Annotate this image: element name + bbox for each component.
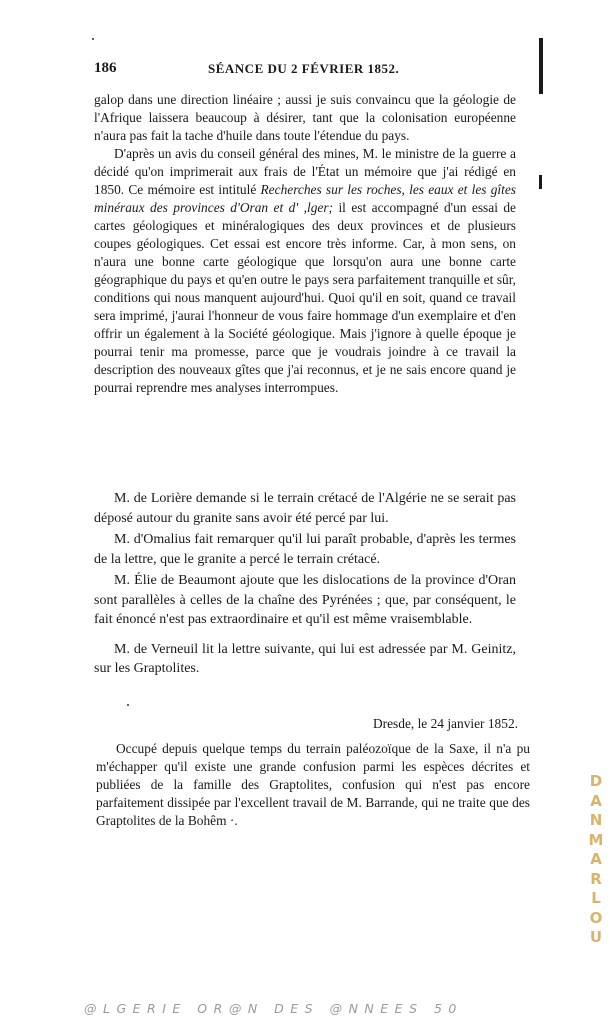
- scan-margin-tick: [539, 175, 542, 189]
- page-header: [94, 60, 518, 82]
- paragraph-geinitz-letter: Occupé depuis quelque temps du terrain paléozoïque de la Saxe, il n'a pu m'échapper qu'il existe une grande confusion parmi les espèces décrites et publiées de la famille des Graptolites, confusion qui n'est pas encore parfaitement dissipée par l'excellent travail de M. Barrande, qui ne traite que des Graptolites de la Bohêm ·.: [96, 741, 530, 828]
- letter-date: Dresde, le 24 janvier 1852.: [372, 716, 518, 731]
- body-text-section-2: [94, 489, 516, 681]
- body-text-section-1: [94, 91, 516, 397]
- paragraph-omalius: M. d'Omalius fait remarquer qu'il lui paraît probable, d'après les termes de la lettre, que le granite a percé le terrain crétacé.: [94, 532, 516, 567]
- paragraph-ministry-memoir: [94, 145, 516, 397]
- paragraph-text: D'après un avis du conseil général des mines, M. le ministre de la guerre a décidé qu'on imprimerait aux frais de l'État un mémoire que j'ai rédigé en 1850. Ce mémoire est intitulé: [94, 146, 516, 197]
- body-text-section-3: [96, 740, 530, 830]
- scan-margin-mark: [539, 38, 543, 94]
- page-number: 186: [94, 60, 117, 76]
- paragraph-loriere: M. de Lorière demande si le terrain crétacé de l'Algérie ne se serait pas déposé autour du granite sans avoir été percé par lui.: [94, 491, 516, 526]
- paragraph-verneuil: M. de Verneuil lit la lettre suivante, qui lui est adressée par M. Geinitz, sur les Graptolites.: [94, 641, 516, 676]
- memoir-title: Recherches sur les roches, les eaux et les gîtes minéraux des provinces d'Oran et d' ,lger;: [94, 182, 516, 215]
- paragraph-continuation: galop dans une direction linéaire ; aussi je suis convaincu que la géologie de l'Afrique laissera beaucoup à désirer, tant que la colonisation européenne n'aura pas fait la tache d'huile dans toute l'étendue du pays.: [94, 92, 516, 143]
- scan-speck: [127, 704, 129, 706]
- running-title: SÉANCE DU 2 FÉVRIER 1852.: [208, 61, 400, 76]
- vertical-watermark: DANMARLOU: [588, 772, 604, 946]
- paragraph-text: il est accompagné d'un essai de cartes géologiques et minéralogiques des deux provinces et de plusieurs coupes géologiques. Cet essai est encore très informe. Car, à mon sens, on n'aura une bonne carte géologique que lorsqu'on aura une bonne carte géographique du pays et qu'en outre le pays sera parfaitement tranquille et sûr, conditions qui nous manquent aujourd'hui. Quoi qu'il en soit, quand ce travail sera imprimé, j'aurai l'honneur de vous faire hommage d'un exemplaire et d'en offrir un également à la Société géologique. Mais j'ignore à quelle époque je pourrai tenir ma promesse, parce que je voudrais joindre à ce travail la description des nouveaux gîtes que j'ai reconnus, et je ne sais encore quand je pourrai reprendre mes analyses interrompues.: [94, 200, 516, 395]
- scan-speck: [92, 38, 94, 40]
- paragraph-elie-de-beaumont: M. Élie de Beaumont ajoute que les dislocations de la province d'Oran sont parallèles à celles de la chaîne des Pyrénées ; que, par conséquent, le fait énoncé n'est pas extraordinaire et qu'il est même vraisemblable.: [94, 573, 516, 627]
- footer-watermark: @LGERIE OR@N DES @NNEES 50: [84, 1001, 463, 1016]
